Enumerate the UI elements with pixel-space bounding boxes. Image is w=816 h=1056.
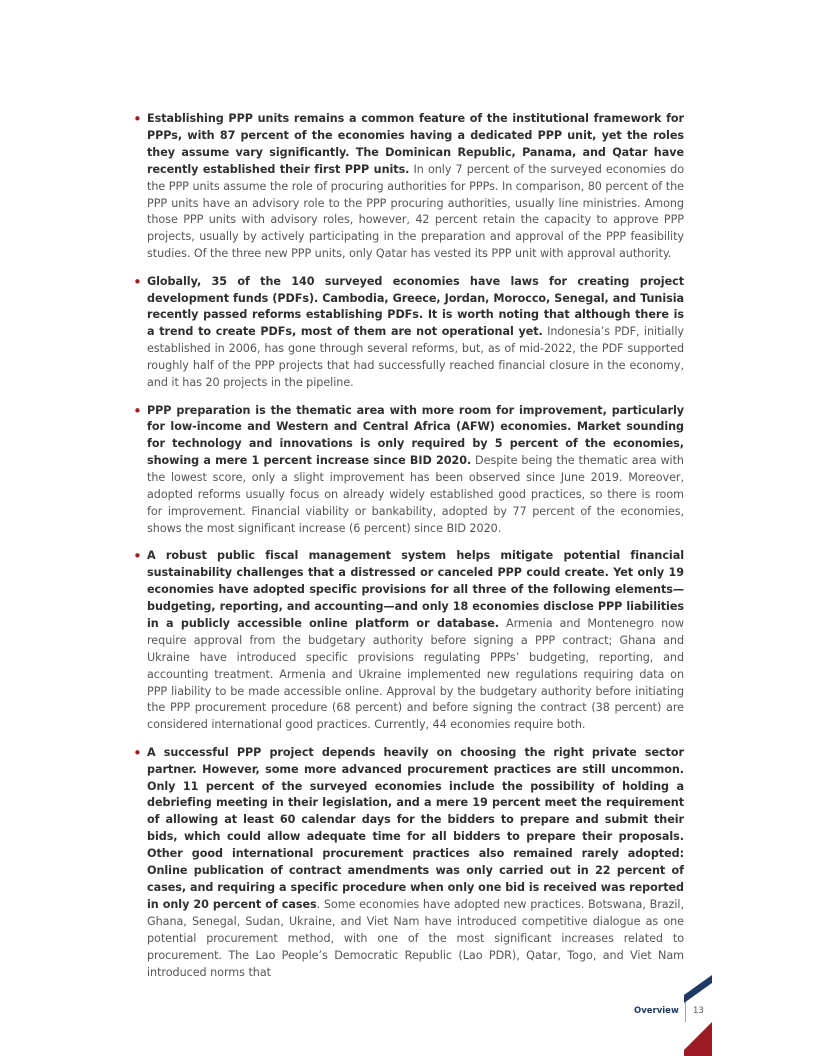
bullet-lead-text: Globally, 35 of the 140 surveyed economies have laws for creating project development funds (PDFs). Cambodia, Greece, Jordan, Morocco, Senegal, and Tunisia recently passed reforms establishing PDFs. It is worth noting that although there is a trend to create PDFs, most of them are not operational yet. [147,274,684,339]
bullet-dot-icon: • [133,272,142,291]
navy-stripe-shape [684,975,712,1003]
bullet-body-text: In only 7 percent of the surveyed economies do the PPP units assume the role of procuring authorities for PPPs. In comparison, 80 percent of the PPP units have an advisory role to the PPP procuring authorities, usually line ministries. Among those PPP units with advisory roles, however, 42 percent retain the capacity to approve PPP projects, usually by actively participating in the preparation and approval of the PPP feasibility studies. Of the three new PPP units, only Qatar has vested its PPP unit with approval authority. [147,162,684,261]
page-number: 13 [693,1006,704,1016]
footer-section-label: Overview [634,1006,679,1016]
red-corner-shape [684,1022,712,1056]
bullet-body-text: Indonesia’s PDF, initially established in 2006, has gone through several reforms, but, as of mid-2022, the PDF supported roughly half of the PPP projects that had successfully reached financial closure in the economy, and it has 20 projects in the pipeline. [147,325,684,390]
bullet-lead-text: A successful PPP project depends heavily on choosing the right private sector partner. However, some more advanced procurement practices are still uncommon. Only 11 percent of the surveyed economies include the possibility of holding a debriefing meeting in their legislation, and a mere 19 percent meet the requirement of allowing at least 60 calendar days for the bidders to prepare and submit their bids, which could allow adequate time for all bidders to prepare their proposals. Other good international procurement practices also remained rarely adopted: Online publication of contract amendments was only carried out in 22 percent of cases, and requiring a specific procedure when only one bid is received was reported in only 20 percent of cases [147,745,684,911]
bullet-body-text: Armenia and Montenegro now require approval from the budgetary authority before signing a PPP contract; Ghana and Ukraine have introduced specific provisions regulating PPPs’ budgeting, reporting, and accounting treatment. Armenia and Ukraine implemented new regulations requiring data on PPP liability to be made accessible online. Approval by the budgetary authority before initiating the PPP procurement procedure (68 percent) and before signing the contract (38 percent) are considered international good practices. Currently, 44 economies require both. [147,616,684,732]
bullet-dot-icon: • [133,401,142,420]
bullet-dot-icon: • [133,743,142,762]
bullet-dot-icon: • [133,110,142,128]
bullet-dot-icon: • [133,547,142,566]
bullet-lead-text: A robust public fiscal management system helps mitigate potential financial sustainability challenges that a distressed or canceled PPP could create. Yet only 19 economies have adopted specific provisions for all three of the following elements—budgeting, reporting, and accounting—and only 18 economies disclose PPP liabilities in a publicly accessible online platform or database. [147,549,684,630]
bullet-body-text: Despite being the thematic area with the lowest score, only a slight improvement has been observed since June 2019. Moreover, adopted reforms usually focus on already widely established good practices, so there is room for improvement. Financial viability or bankability, adopted by 77 percent of the economies, shows the most significant increase (6 percent) since BID 2020. [147,454,684,535]
bullet-lead-text: PPP preparation is the thematic area with more room for improvement, particularly for low-income and Western and Central Africa (AFW) economies. Market sounding for technology and innovations is only required by 5 percent of the economies, showing a mere 1 percent increase since BID 2020. [147,403,684,468]
bullet-lead-text: Establishing PPP units remains a common feature of the institutional framework for PPPs, with 87 percent of the economies having a dedicated PPP unit, yet the roles they assume vary significantly. The Dominican Republic, Panama, and Qatar have recently established their first PPP units. [147,112,684,176]
bullet-body-text: . Some economies have adopted new practices. Botswana, Brazil, Ghana, Senegal, Sudan, Ukraine, and Viet Nam have introduced competitive dialogue as one potential procurement method, with one of the most significant increases related to procurement. The Lao People’s Democratic Republic (Lao PDR), Qatar, Togo, and Viet Nam introduced norms that [147,897,684,979]
